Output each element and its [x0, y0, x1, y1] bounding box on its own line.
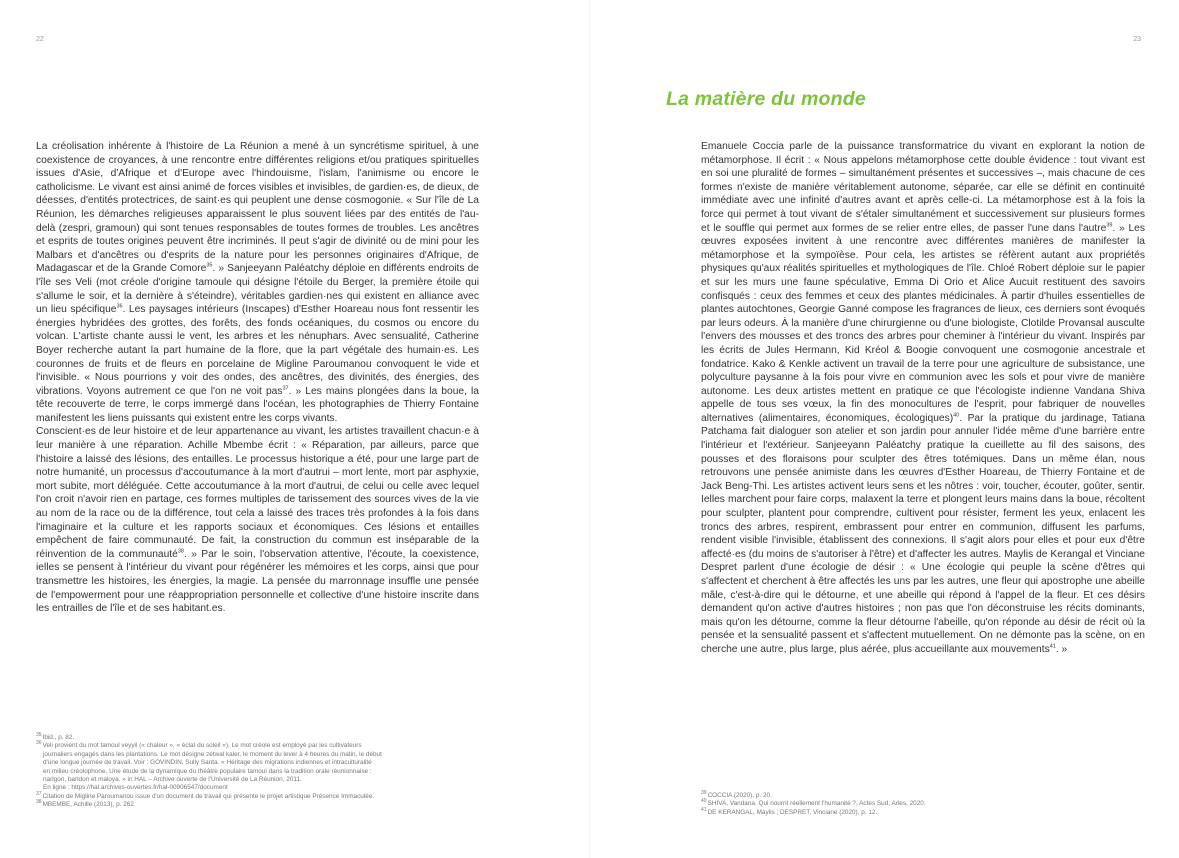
right-body-text — [701, 140, 1145, 657]
page-number-left: 22 — [36, 36, 44, 43]
footnote: $^{40}$SHIVA, Vandana. Qui nourrit réellement l'humanité ?, Actes Sud, Arles, 2020. — [701, 798, 926, 808]
footnote: $^{38}$MBEMBE, Achille (2013), p. 262. — [36, 799, 136, 809]
footnote-continued: narlgon, barldon et maloya. » in HAL – Archive ouverte de l'Université de La Réunion, 2011. — [43, 776, 302, 784]
paragraph: Conscient·es de leur histoire et de leur appartenance au vivant, les artistes travaillent chacun·e à leur manière à une réparation. Achille Mbembe écrit : « Réparation, par ailleurs, parce que l'histoire a laissé des lésions, des entailles. Le processus historique a été, pour une large part de notre humanité, un processus d'accoutumance à la mort d'autrui – mort lente, mort par asphyxie, mort subite, mort déléguée. Cette accoutumance à la mort d'autrui, de celui ou celle avec lequel l'on croit n'avoir rien en partage, ces formes multiples de tarissement des sources vives de la vie au nom de la race ou de la différence, tout cela a laissé des traces très profondes à la fois dans l'imaginaire et la culture et les rapports sociaux et économiques. Ces lésions et entailles empêchent de faire communauté. De fait, la construction du commun est inséparable de la réinvention de la communauté$^{38}$. » Par le soin, l'observation attentive, l'écoute, la coexistence, ielles se pensent à l'intérieur du vivant pour régénérer les mémoires et les corps, ainsi que pour transmettre les histoires, les énergies, la magie. La pensée du marronnage insuffle une pensée de l'empowerment pour une réappropriation personnelle et collective d'une histoire inscrite dans les entrailles de l'île et de ses habitant.es. — [36, 426, 479, 615]
left-body-text — [36, 140, 479, 616]
footnote-ref[interactable]: 40 — [953, 412, 960, 419]
paragraph: Emanuele Coccia parle de la puissance transformatrice du vivant en explorant la notion de métamorphose. Il écrit : « Nous appelons métamorphose cette double évidence : tout vivant est en soi une pluralité de formes – simultanément présentes et successives –, mais chacune de ces formes n'existe de manière véritablement autonome, séparée, car elle se définit en continuité immédiate avec une infinité d'autres avant et après celle-ci. La métamorphose est à la fois la force qui permet à tout vivant de s'étaler simultanément et successivement sur plusieurs formes et le souffle qui permet aux formes de se relier entre elles, de passer l'une dans l'autre$^{39}$. » Les œuvres exposées invitent à une rencontre avec différentes manières de manifester la métamorphose et la sympoïèse. Pour cela, les artistes se réfèrent autant aux propriétés physiques qu'aux réalités spirituelles et mythologiques de l'île. Chloé Robert déploie sur le papier et sur les murs une faune spéculative, Emma Di Orio et Alice Aucuit restituent des savoirs confisqués : ceux des femmes et ceux des plantes médicinales. À partir d'huiles essentielles de plantes autochtones, Georgie Ganné compose les fragrances de lieux, ces derniers sont évoqués par leurs odeurs. À la manière d'une chirurgienne ou d'une biologiste, Clotilde Provansal ausculte l'envers des mousses et des troncs des arbres pour cheminer à l'intérieur du vivant. Inspirés par les écrits de Jules Hermann, Kid Kréol & Boogie convoquent une cosmogonie ancestrale et fondatrice. Kako & Kenkle activent un travail de la terre pour une agriculture de subsistance, une polyculture paysanne à la fois pour vivre en communion avec les sols et pour vivre de manière autonome. Les deux artistes mettent en pratique ce que l'écologiste indienne Vandana Shiva appelle de tous ses vœux, la fin des monocultures de l'esprit, pour fabriquer de nouvelles alternatives (alimentaires, économiques, écologiques)$^{40}$. Par la pratique du jardinage, Tatiana Patchama fait dialoguer son atelier et son jardin pour annuler l'idée même d'une barrière entre l'intérieur et l'extérieur. Sanjeeyann Paléatchy pratique la cueillette au fil des saisons, des pousses et des floraisons pour sculpter des êtres totémiques. Dans un même élan, nous retrouvons une pensée animiste dans les œuvres d'Esther Hoareau, de Thierry Fontaine et de Jack Beng-Thi. Les artistes activent leurs sens et les nôtres : voir, toucher, écouter, goûter, sentir. Ielles marchent pour faire corps, malaxent la terre et plongent leurs mains dans la boue, récoltent pour sculpter, plantent pour comprendre, cultivent pour résister, ferment les yeux, enlacent les troncs des arbres, respirent, embrassent pour entrer en communion, diffusent les parfums, rendent visible l'invisible, établissent des connexions. Il s'agit alors pour elles et pour eux d'être affecté·es (du moins de s'autoriser à l'être) et d'affecter les autres. Maylis de Kerangal et Vinciane Despret parlent d'une écologie de désir : « Une écologie qui peuple la scène d'êtres qui s'affectent et cherchent à être affectés les uns par les autres, une fleur qui apostrophe une abeille mâle, c'est-à-dire qui le détourne, et une abeille qui répond à l'appel de la fleur. Et ces désirs demandent qu'on active d'autres histoires ; non pas que l'on déconstruise les récits dominants, mais qu'on les détourne, comme la fleur détourne l'abeille, qu'on réponde au désir de récit où la pensée et la sensualité passent et s'affectent mutuellement. On ne démonte pas la scène, on en cherche une autre, plus large, plus aérée, plus accueillante aux mouvements$^{41}$. » — [701, 141, 1145, 655]
section-title: La matière du monde — [666, 88, 866, 110]
footnote-ref[interactable]: 39 — [1106, 222, 1113, 229]
footnote-ref[interactable]: 36 — [116, 303, 123, 310]
page-number-right: 23 — [1133, 36, 1141, 43]
footnote-continued: en milieu créolophone. Une étude de la dynamique du théâtre populaire tamoul dans la tradition orale réunionnaise : — [43, 767, 372, 775]
right-page — [590, 0, 1179, 858]
left-footnotes — [36, 731, 481, 810]
footnote-ref[interactable]: 38 — [177, 548, 184, 555]
footnote: $^{36}$Veli provient du mot tamoul veyyil (« chaleur », « éclat du soleil »). Le mot créole est employé par les cultivateurs — [36, 740, 362, 750]
footnote-continued: journaliers engagés dans les plantations. Le mot désigne zétwal kaler, le moment du lever à 4 heures du matin, le début — [43, 750, 382, 758]
footnote-ref[interactable]: 35 — [206, 262, 213, 269]
footnote: $^{35}$Ibid., p. 82. — [36, 731, 75, 741]
footnote-link[interactable]: En ligne : https://hal.archives-ouvertes.fr/hal-00906547/document — [43, 784, 228, 792]
footnote-ref[interactable]: 41 — [1049, 643, 1056, 650]
right-footnotes — [701, 789, 1146, 817]
footnote: $^{41}$DE KERANGAL, Maylis ; DESPRET, Vinciane (2020), p. 12. — [701, 806, 878, 816]
paragraph: La créolisation inhérente à l'histoire de La Réunion a mené à un syncrétisme spirituel, à une coexistence de croyances, à une rencontre entre différentes religions et/ou pratiques spirituelles issues d'Asie, d'Afrique et d'Europe avec l'hindouisme, l'islam, l'animisme ou encore le catholicisme. Le vivant est ainsi animé de forces visibles et invisibles, de gardien·es, de dieux, de déesses, d'entités protectrices, de saint·es qui peuplent une dense cosmogonie. « Sur l'île de La Réunion, les démarches religieuses apparaissent le plus souvent liées par des entités de l'au-delà (zespri, gramoun) qui sont tenues responsables de toutes formes de troubles. Les ancêtres et esprits de toutes origines peuvent être incriminés. Il peut s'agir de divinité ou de mini pour les Malbars et d'ancêtres ou d'esprits de la nature pour les personnes originaires d'Afrique, de Madagascar et de la Grande Comore$^{35}$. » Sanjeeyann Paléatchy déploie en différents endroits de l'île ses Veli (mot créole d'origine tamoule qui désigne l'étoile du Berger, la première étoile qui s'allume le soir, et la dernière à s'éteindre), véritables gardien·nes qui existent en alliance avec un lieu spécifique$^{36}$. Les paysages intérieurs (Inscapes) d'Esther Hoareau nous font ressentir les énergies hybridées des grottes, des forêts, des fonds océaniques, du cosmos ou encore du volcan. L'artiste chante aussi le vent, les arbres et les nénuphars. Avec sensualité, Catherine Boyer recherche autant la part humaine de la flore, que la part végétale des humain·es. Les couronnes de fruits et de fleurs en porcelaine de Migline Paroumanou convoquent le vide et l'invisible. « Nous pourrions y voir des ondes, des ancêtres, des divinités, des énergies, des vibrations. Voyons autrement ce que l'on ne voit pas$^{37}$. » Les mains plongées dans la boue, la tête recouverte de terre, le corps immergé dans l'océan, les photographies de Thierry Fontaine manifestent les liens puissants qui existent entre les corps vivants. — [36, 141, 480, 424]
footnote-ref[interactable]: 37 — [282, 385, 289, 392]
left-page — [0, 0, 589, 858]
footnote: $^{37}$Citation de Migline Paroumanou issue d'un document de travail qui présente le projet artistique Présence Immaculée. — [36, 790, 375, 800]
footnote: $^{39}$COCCIA (2020), p. 20. — [701, 789, 772, 799]
footnote-continued: d'une longue journée de travail. Voir : GOVINDIN, Sully Santa. « Héritage des migrations indiennes et intraculturalité — [43, 759, 372, 767]
